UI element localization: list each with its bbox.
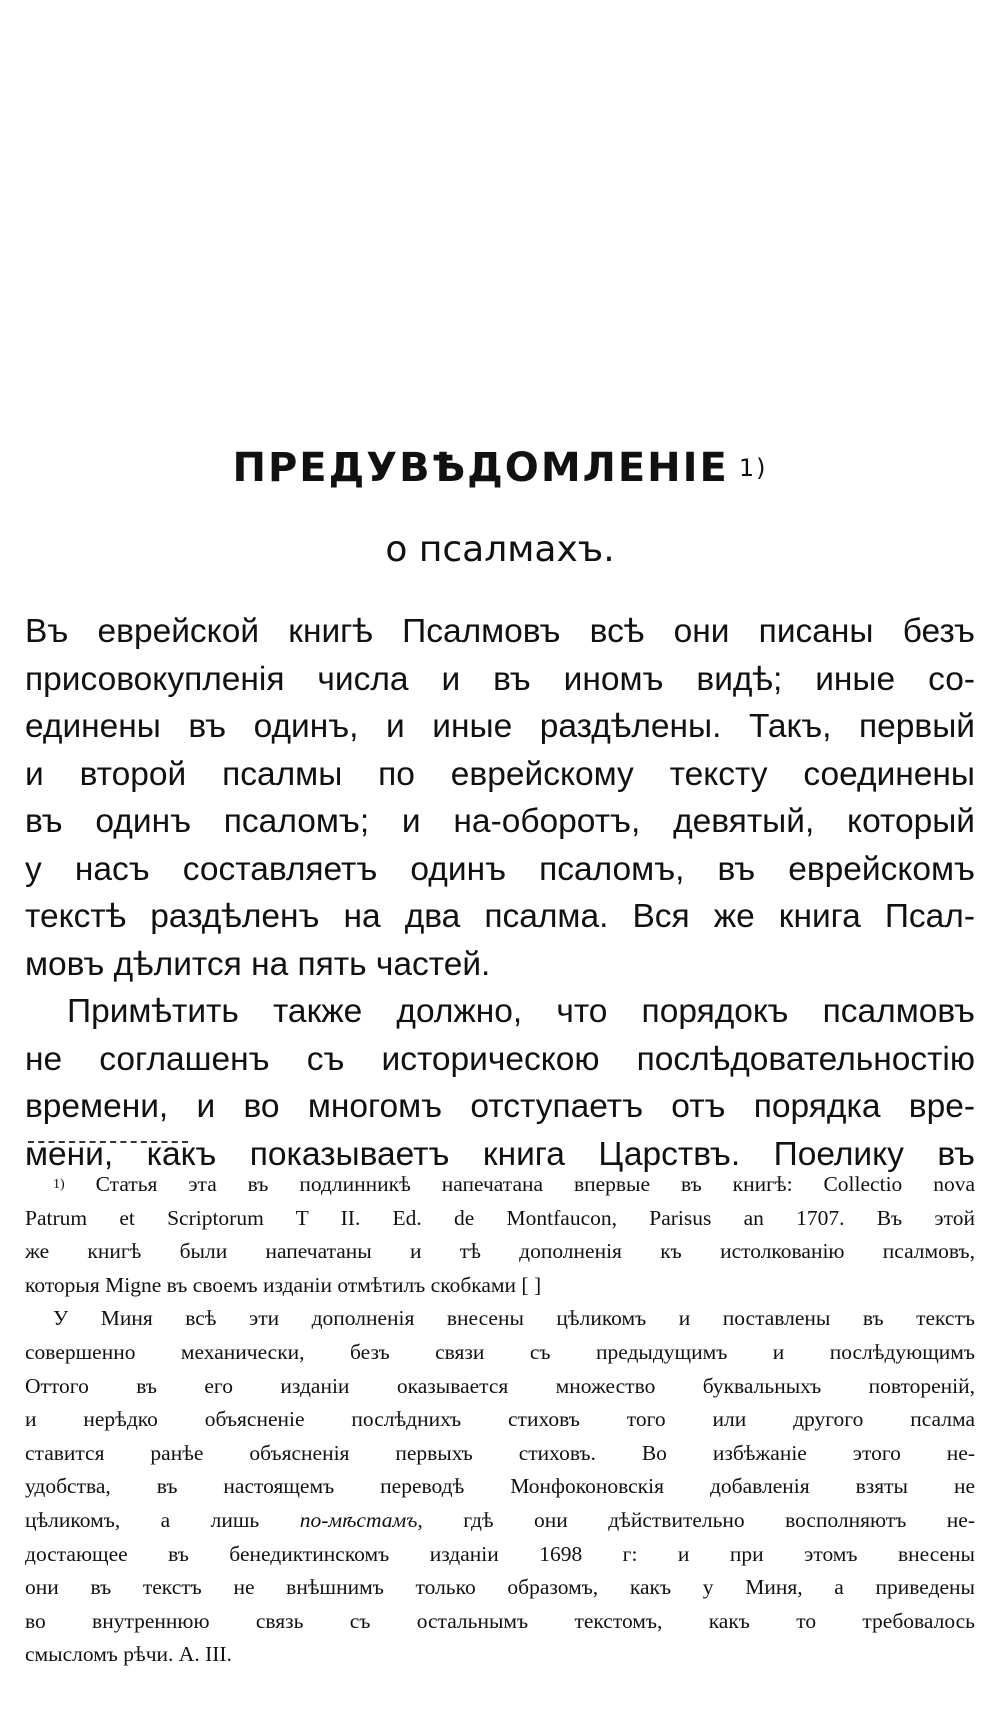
footnote-line: же книгѣ были напечатаны и тѣ дополненія къ истолкованію псалмовъ, [25,1239,975,1264]
footnote-line: удобства, въ настоящемъ переводѣ Монфоконовскія добавленія взяты не [25,1474,975,1499]
footnote-marker: 1) [53,1177,65,1192]
footnote-line: которыя Migne въ своемъ изданіи отмѣтилъ скобками [ ] [25,1272,542,1297]
body-text [25,608,975,1178]
title-footnote-marker: 1) [738,454,768,482]
body-line: времени, и во многомъ отступаетъ отъ порядка вре- [25,1088,975,1125]
footnote-line: совершенно механически, безъ связи съ предыдущимъ и послѣдующимъ [25,1339,975,1364]
footnote-line: ставится ранѣе объясненія первыхъ стиховъ. Во избѣжаніе этого не- [25,1440,975,1465]
footnote-separator [28,1141,188,1143]
page-subtitle: о псалмахъ. [385,529,615,570]
body-line: присовокупленія числа и въ иномъ видѣ; иные со- [25,660,975,698]
body-line: мени, какъ показываетъ книга Царствъ. Поелику въ [25,1135,975,1173]
footnote-line [25,1168,975,1202]
body-line: не соглашенъ съ историческою послѣдовательностію [25,1040,975,1078]
footnote-line: У Миня всѣ эти дополненія внесены цѣликомъ и поставлены въ текстъ [53,1306,975,1331]
footnote-line: Patrum et Scriptorum T II. Ed. de Montfaucon, Parisus an 1707. Въ этой [25,1205,975,1230]
footnote-line: смысломъ рѣчи. А. III. [25,1642,232,1667]
body-line: мовъ дѣлится на пять частей. [25,945,491,983]
body-line: и второй псалмы по еврейскому тексту соединены [25,755,975,793]
footnote-block [25,1168,975,1672]
footnote-line: во внутреннюю связь съ остальнымъ текстомъ, какъ то требовалось [25,1608,975,1633]
page-title [0,440,1000,496]
footnote-line-text: Статья эта въ подлинникѣ напечатана впервые въ книгѣ: Collectio nova [95,1172,976,1196]
footnote-line [25,1504,975,1538]
body-line: Примѣтить также должно, что порядокъ псалмовъ [67,993,975,1030]
footnote-line: они въ текстъ не внѣшнимъ только образомъ, какъ у Миня, а приведены [25,1575,975,1600]
footnote-line: достающее въ бенедиктинскомъ изданіи 1698 г: и при этомъ внесены [25,1541,975,1566]
footnote-line-text: гдѣ они дѣйствительно восполняютъ не- [463,1507,976,1532]
body-line: Въ еврейской книгѣ Псалмовъ всѣ они писаны безъ [25,613,975,650]
body-line: единены въ одинъ, и иные раздѣлены. Такъ, первый [25,708,975,745]
body-line: у насъ составляетъ одинъ псаломъ, въ еврейскомъ [25,850,975,888]
title-text: ПРЕДУВѢДОМЛЕНІЕ [232,445,729,491]
body-line: текстѣ раздѣленъ на два псалма. Вся же книга Псал- [25,898,975,935]
footnote-line: Оттого въ его изданіи оказывается множество буквальныхъ повтореній, [25,1373,975,1398]
footnote-line-text: цѣликомъ, а лишь [25,1507,260,1532]
body-line: въ одинъ псаломъ; и на-оборотъ, девятый, который [25,803,975,840]
footnote-line: и нерѣдко объясненіе послѣднихъ стиховъ того или другого псалма [25,1407,975,1432]
footnote-emphasis: по-мѣстамъ, [299,1507,423,1532]
